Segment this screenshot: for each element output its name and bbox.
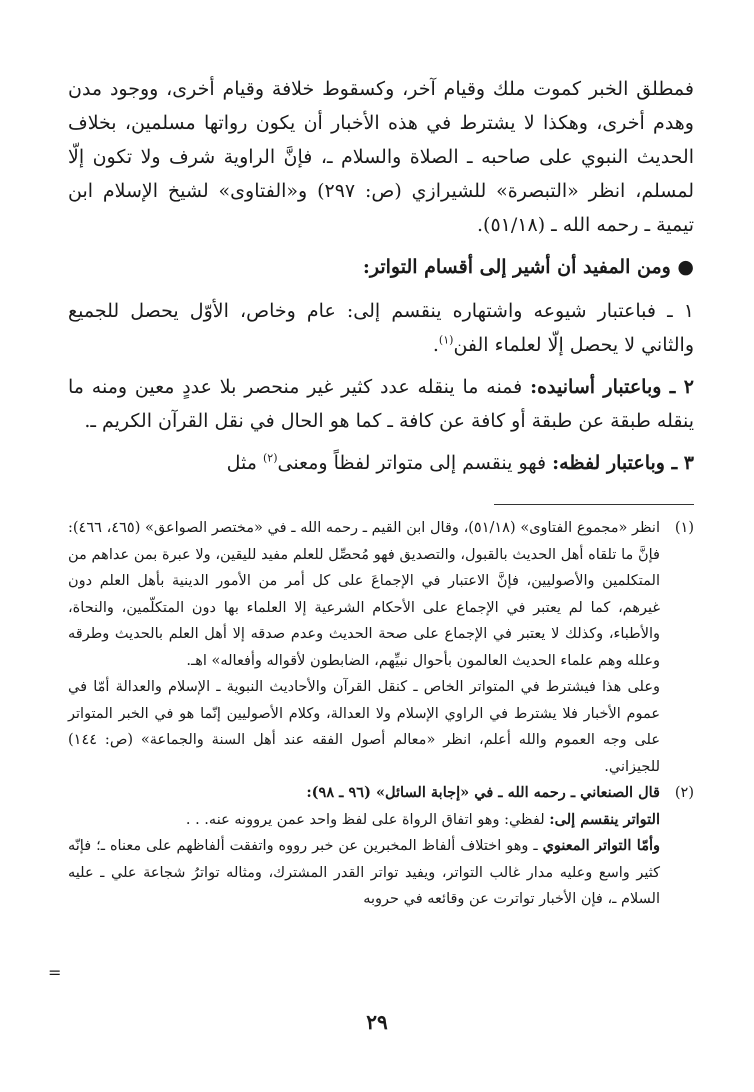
footnote-2-heading bbox=[68, 780, 660, 807]
footnote-divider bbox=[494, 504, 694, 505]
footnote-1-paragraph-2: وعلى هذا فيشترط في المتواتر الخاص ـ كنقل القرآن والأحاديث النبوية ـ الإسلام والعدالة أمّا في عموم الأخبار فلا يشترط في الراوي الإسلام ولا العدالة، وكلام الأصوليين إنّما هو في الخبر المتواتر على وجه العموم والله أعلم، انظر «معالم أصول الفقه عند أهل السنة والجماعة» (ص: ١٤٤) للجيزاني. bbox=[68, 679, 660, 775]
list-item-2 bbox=[68, 370, 694, 438]
continuation-mark: = bbox=[48, 963, 62, 982]
paragraph-intro-text: فمطلق الخبر كموت ملك وقيام آخر، وكسقوط خلافة وقيام أخرى، ووجود مدن وهدم أخرى، وهكذا لا يشترط في هذه الأخبار أن يكون رواتها مسلمين، بخلاف الحديث النبوي على صاحبه ـ الصلاة والسلام ـ، فإنَّ الراوية شرف ولا تكون إلّا لمسلم، انظر «التبصرة» للشيرازي (ص: ٢٩٧) و«الفتاوى» لشيخ الإسلام ابن تيمية ـ رحمه الله ـ (٥١/١٨). bbox=[68, 78, 694, 236]
paragraph-intro bbox=[68, 72, 694, 242]
footnote-2-body bbox=[68, 780, 660, 913]
list-item-3-label: ٣ ـ وباعتبار لفظه: bbox=[552, 452, 694, 474]
footnote-1 bbox=[68, 515, 694, 780]
footnote-2-a-label: التواتر ينقسم إلى: bbox=[549, 810, 660, 828]
list-item-3-end: مثل bbox=[226, 452, 263, 474]
page-number: ٢٩ bbox=[366, 1010, 388, 1034]
footnote-2-number: (٢) bbox=[674, 785, 694, 801]
list-item-3 bbox=[68, 446, 694, 480]
footnote-2-heading-text: قال الصنعاني ـ رحمه الله ـ في «إجابة السائل» (٩٦ ـ ٩٨): bbox=[306, 784, 660, 801]
footnote-2-b-label: وأمّا التواتر المعنوي bbox=[542, 837, 660, 854]
footnote-2-a-text: لفظي: وهو اتفاق الرواة على لفظ واحد عمن يروونه عنه. . . bbox=[185, 811, 550, 828]
footnote-2 bbox=[68, 780, 694, 913]
list-item-1 bbox=[68, 294, 694, 362]
footnote-1-number: (١) bbox=[674, 520, 694, 536]
section-heading: ● ومن المفيد أن أشير إلى أقسام التواتر: bbox=[362, 256, 694, 278]
list-item-1-text: ١ ـ فباعتبار شيوعه واشتهاره ينقسم إلى: عام وخاص، الأوّل يحصل للجميع والثاني لا يحصل إلّا لعلماء الفن bbox=[68, 300, 694, 356]
footnote-1-paragraph-1: انظر «مجموع الفتاوى» (٥١/١٨)، وقال ابن القيم ـ رحمه الله ـ في «مختصر الصواعق» (٤٦٥، ٤٦٦): فإنَّ ما تلقاه أهل الحديث بالقبول، والتصديق فهو مُحصِّل للعلم مفيد لليقين، ولا عبرة بمن عداهم من المتكلمين والأصوليين، فإنَّ الاعتبار في الإجماعَ على كل أمر من الأمور الدينية بأهل العلم دون غيرهم، كما لم يعتبر في الإجماع على الأحكام الشرعية إلا العلماء بها دون المتكلّمين، والنحاة، والأطباء، وكذلك لا يعتبر في الإجماع على صحة الحديث وعدم صدقه إلا أهل العلم بالحديث وطرقه وعلله وهم علماء الحديث العالمون بأحوال نبيِّهم، الضابطون لأقواله وأفعاله» اهـ. bbox=[68, 520, 660, 669]
footnote-2-b-text: ـ وهو اختلاف ألفاظ المخبرين عن خبر رووه واتفقت ألفاظهم على معناه ـ؛ فإنّه كثير واسع وعليه مدار غالب التواتر، ويفيد تواتر القدر المشترك، ومثاله تواترُ شجاعة علي ـ عليه السلام ـ، فإن الأخبار تواترت عن وقائعه في حروبه bbox=[68, 838, 660, 907]
footnote-ref-2[interactable]: (٢) bbox=[262, 451, 278, 465]
list-item-2-label: ٢ ـ وباعتبار أسانيده: bbox=[530, 376, 694, 398]
footnote-ref-1[interactable]: (١) bbox=[438, 333, 454, 347]
list-item-3-text: فهو ينقسم إلى متواتر لفظاً ومعنى bbox=[277, 452, 553, 474]
list-item-1-end: . bbox=[432, 334, 439, 356]
footnote-1-body bbox=[68, 515, 660, 780]
footnote-2-paragraph-a bbox=[68, 807, 660, 834]
footnote-2-paragraph-b bbox=[68, 833, 660, 913]
list-item-2-text: فمنه ما ينقله عدد كثير غير منحصر بلا عددٍ معين ومنه ما ينقله طبقة عن طبقة أو كافة عن كافة ـ كما هو الحال في نقل القرآن الكريم ـ. bbox=[68, 376, 694, 432]
